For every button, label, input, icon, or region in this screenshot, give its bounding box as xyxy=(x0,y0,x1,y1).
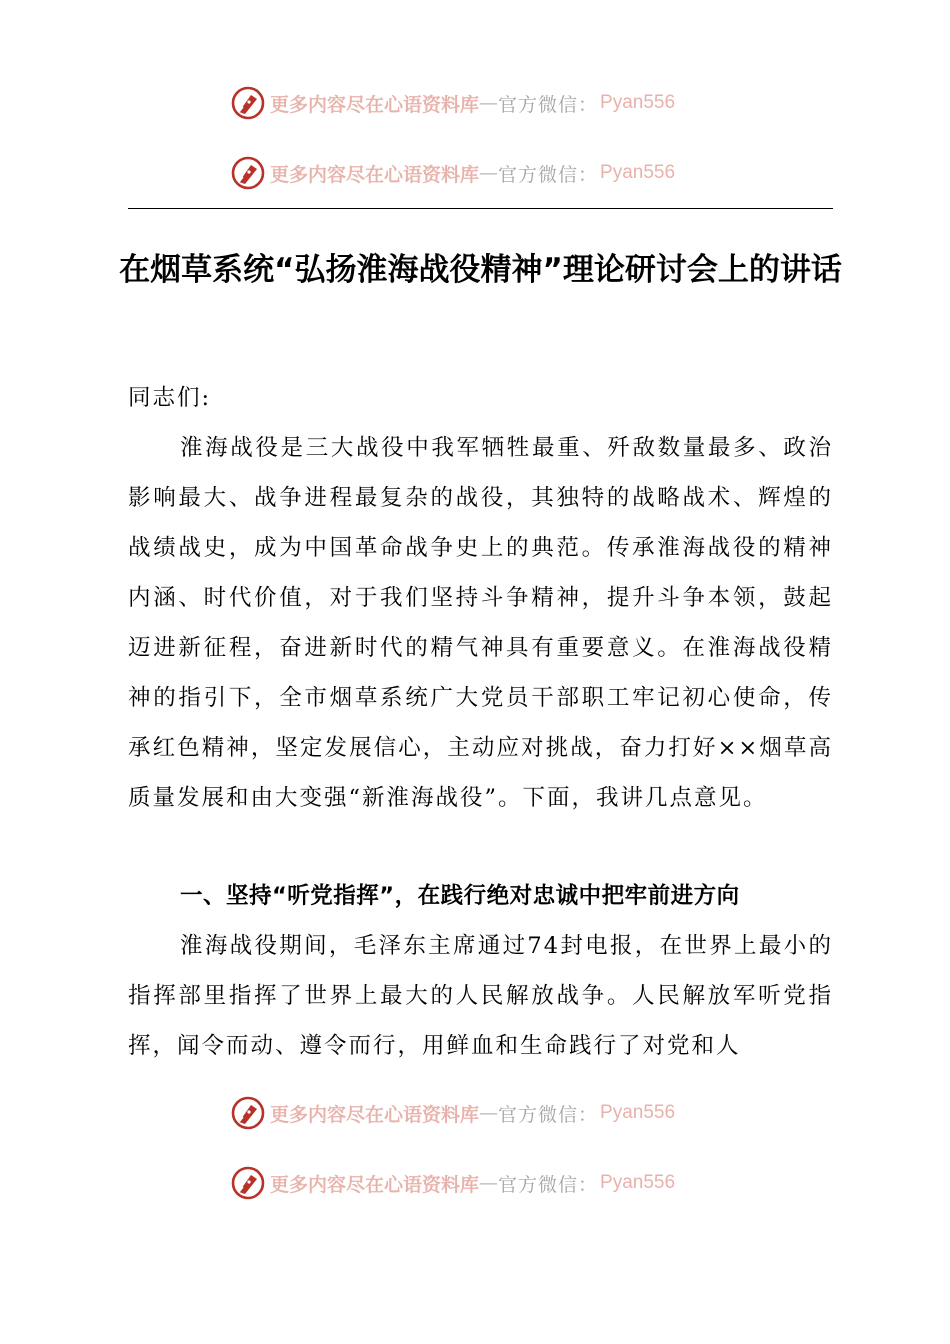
greeting: 同志们: xyxy=(128,385,212,411)
watermark-separator: — xyxy=(479,1102,499,1124)
pen-nib-logo-icon xyxy=(230,155,266,191)
watermark-separator: — xyxy=(479,1172,499,1194)
section-heading: 一、坚持“听党指挥”，在践行绝对忠诚中把牢前进方向 xyxy=(180,883,740,909)
watermark-wechat-id: Pyan556 xyxy=(600,162,676,183)
watermark-library-text: 更多内容尽在心语资料库 xyxy=(270,1173,480,1196)
document-title: 在烟草系统“弘扬淮海战役精神”理论研讨会上的讲话 xyxy=(119,252,842,288)
watermark-banner xyxy=(230,1095,730,1131)
pen-nib-logo-icon xyxy=(230,1165,266,1201)
header-divider xyxy=(128,208,833,209)
body-paragraph: 淮海战役是三大战役中我军牺牲最重、歼敌数量最多、政治影响最大、战争进程最复杂的战役，其独特的战略战术、辉煌的战绩战史，成为中国革命战争史上的典范。传承淮海战役的精神内涵、时代价值，对于我们坚持斗争精神，提升斗争本领，鼓起迈进新征程，奋进新时代的精气神具有重要意义。在淮海战役精神的指引下，全市烟草系统广大党员干部职工牢记初心使命，传承红色精神，坚定发展信心，主动应对挑战，奋力打好××烟草高质量发展和由大变强“新淮海战役”。下面，我讲几点意见。 xyxy=(128,435,833,811)
watermark-wechat-label: 官方微信： xyxy=(498,1103,599,1126)
watermark-separator: — xyxy=(479,92,499,114)
watermark-library-text: 更多内容尽在心语资料库 xyxy=(270,93,480,116)
watermark-library-text: 更多内容尽在心语资料库 xyxy=(270,163,480,186)
body-paragraph: 淮海战役期间，毛泽东主席通过74封电报，在世界上最小的指挥部里指挥了世界上最大的人民解放战争。人民解放军听党指挥，闻令而动、遵令而行，用鲜血和生命践行了对党和人 xyxy=(128,933,833,1059)
watermark-wechat-id: Pyan556 xyxy=(600,92,676,113)
watermark-wechat-label: 官方微信： xyxy=(498,93,599,116)
watermark-separator: — xyxy=(479,162,499,184)
watermark-wechat-label: 官方微信： xyxy=(498,163,599,186)
pen-nib-logo-icon xyxy=(230,1095,266,1131)
watermark-library-text: 更多内容尽在心语资料库 xyxy=(270,1103,480,1126)
watermark-banner xyxy=(230,1165,730,1201)
watermark-banner xyxy=(230,85,730,121)
watermark-banner xyxy=(230,155,730,191)
watermark-wechat-id: Pyan556 xyxy=(600,1172,676,1193)
pen-nib-logo-icon xyxy=(230,85,266,121)
watermark-wechat-id: Pyan556 xyxy=(600,1102,676,1123)
watermark-wechat-label: 官方微信： xyxy=(498,1173,599,1196)
